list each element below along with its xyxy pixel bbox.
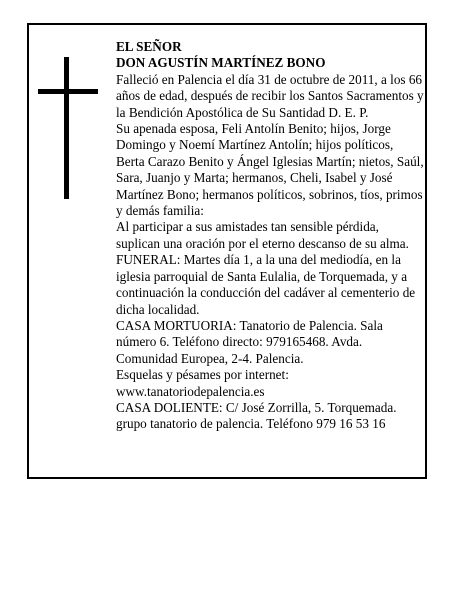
deceased-title: EL SEÑOR — [116, 39, 182, 54]
website-url: www.tanatoriodepalencia.es — [116, 383, 265, 399]
funeral-home-details: CASA MORTUORIA: Tanatorio de Palencia. Sala número 6. Teléfono directo: 979165468. Avda. Comunidad Europea, 2-4. Palencia. — [116, 317, 383, 366]
cross-icon — [38, 57, 98, 199]
deceased-name: DON AGUSTÍN MARTÍNEZ BONO — [116, 55, 326, 71]
online-condolences-label: Esquelas y pésames por internet: — [116, 367, 289, 383]
obituary-text — [116, 39, 424, 433]
funeral-group-phone: grupo tanatorio de palencia. Teléfono 979 16 53 16 — [116, 416, 386, 432]
prayer-request: Al participar a sus amistades tan sensible pérdida, suplican una oración por el eterno descanso de su alma. — [116, 219, 409, 251]
obituary-notice-frame — [27, 23, 427, 479]
death-announcement: Falleció en Palencia el día 31 de octubre de 2011, a los 66 años de edad, después de recibir los Santos Sacramentos y la Bendición Apostólica de Su Santidad D. E. P. — [116, 71, 424, 120]
family-list: Su apenada esposa, Feli Antolín Benito; hijos, Jorge Domingo y Noemí Martínez Antolín; hijos políticos, Berta Carazo Benito y Ángel Iglesias Martín; nietos, Saúl, Sara, Juanjo y Marta; hermanos, Cheli, Isabel y José Martínez Bono; hermanos políticos, sobrinos, tíos, primos y demás familia: — [116, 121, 424, 219]
family-home-address: CASA DOLIENTE: C/ José Zorrilla, 5. Torquemada. — [116, 399, 397, 415]
funeral-details: FUNERAL: Martes día 1, a la una del mediodía, en la iglesia parroquial de Santa Eulalia, de Torquemada, y a continuación la conducción del cadáver al cementerio de dicha localidad. — [116, 252, 416, 317]
